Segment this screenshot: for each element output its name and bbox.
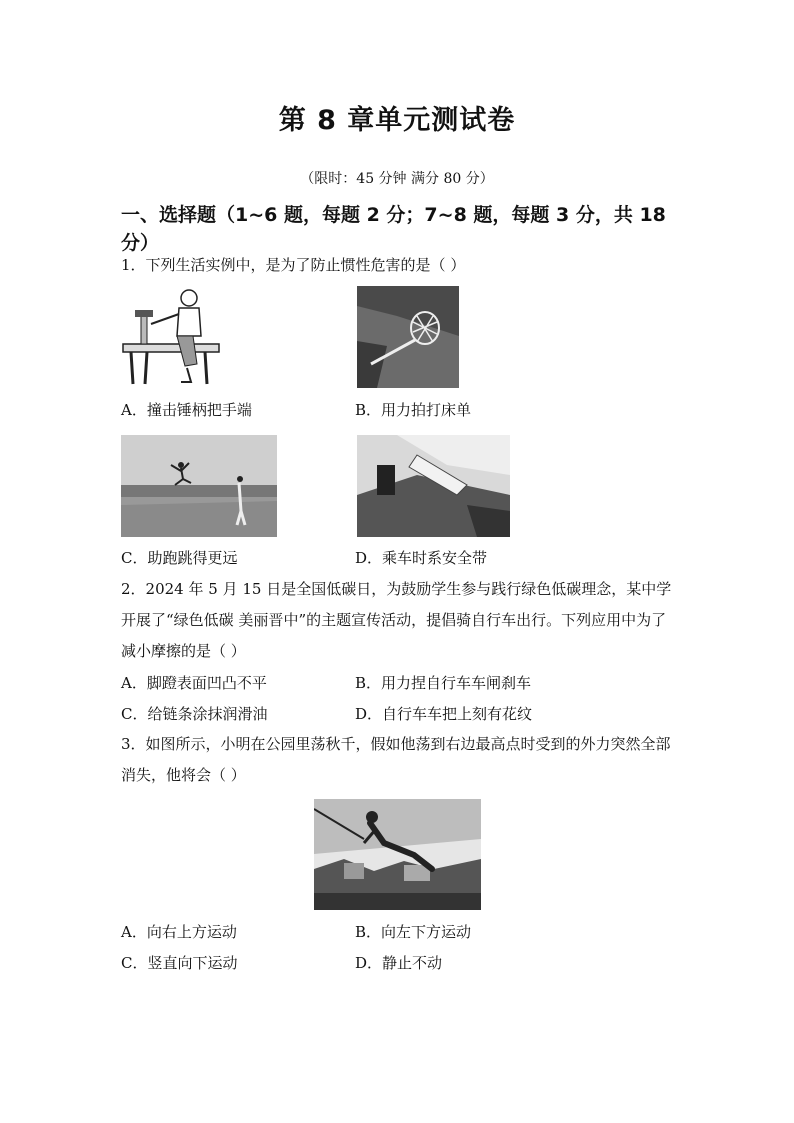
seatbelt-photo: [357, 435, 510, 537]
question-2-option-a[interactable]: A．脚蹬表面凹凸不平: [121, 674, 267, 692]
question-3-stem: 3．如图所示，小明在公园里荡秋千，假如他荡到右边最高点时受到的外力突然全部消失，他将会（ ）: [121, 735, 671, 784]
question-3-option-d[interactable]: D．静止不动: [355, 954, 443, 972]
question-3-option-a[interactable]: A．向右上方运动: [121, 923, 237, 941]
question-2-option-c[interactable]: C．给链条涂抹润滑油: [121, 705, 268, 723]
question-2-option-d[interactable]: D．自行车车把上刻有花纹: [355, 705, 533, 723]
question-1-option-c[interactable]: C．助跑跳得更远: [121, 549, 238, 567]
question-1-option-d[interactable]: D．乘车时系安全带: [355, 549, 488, 567]
exam-info: （限时：45 分钟 满分 80 分）: [300, 171, 494, 187]
swing-photo: [314, 799, 481, 910]
section-heading: 一、选择题（1~6 题，每题 2 分；7~8 题，每题 3 分，共 18 分）: [121, 204, 666, 254]
question-2-option-b[interactable]: B．用力捏自行车车闸刹车: [355, 674, 532, 692]
question-2-stem: 2．2024 年 5 月 15 日是全国低碳日，为鼓励学生参与践行绿色低碳理念，某中学开展了“绿色低碳 美丽晋中”的主题宣传活动，提倡骑自行车出行。下列应用中为了减小摩擦的是（ ）: [121, 580, 672, 660]
question-1-option-b[interactable]: B．用力拍打床单: [355, 401, 472, 419]
long-jump-photo: [121, 435, 277, 537]
carpet-beater-photo: [357, 286, 459, 388]
question-1-option-a[interactable]: A．撞击锤柄把手端: [121, 401, 252, 419]
hammer-illustration: [121, 286, 222, 388]
page-title: 第 8 章单元测试卷: [278, 105, 516, 136]
question-1-stem: 1．下列生活实例中，是为了防止惯性危害的是（ ）: [121, 256, 466, 274]
question-3-option-c[interactable]: C．竖直向下运动: [121, 954, 238, 972]
question-3-option-b[interactable]: B．向左下方运动: [355, 923, 472, 941]
